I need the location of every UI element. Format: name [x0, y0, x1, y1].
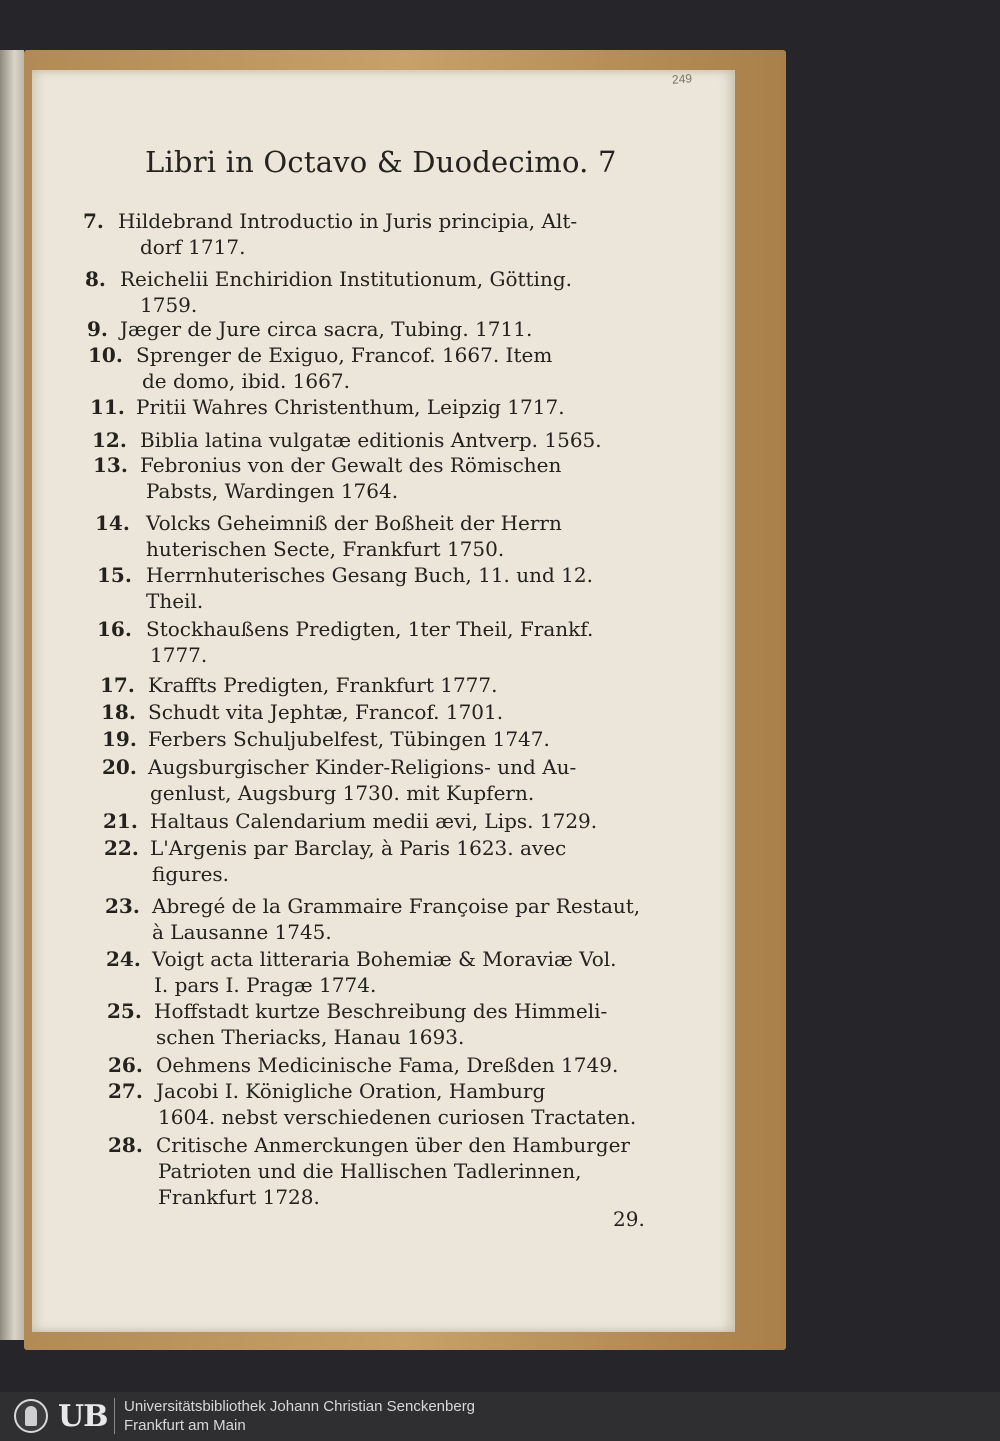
entry-text: Pritii Wahres Christenthum, Leipzig 1717.: [136, 395, 565, 419]
entry-text: Hildebrand Introductio in Juris principia, Alt-: [118, 209, 578, 233]
entry-number: 22.: [104, 836, 139, 860]
library-location: Frankfurt am Main: [124, 1417, 246, 1434]
entry-text-continued: Patrioten und die Hallischen Tadlerinnen,: [158, 1159, 582, 1183]
entry-text: Oehmens Medicinische Fama, Dreßden 1749.: [156, 1053, 619, 1077]
library-logo[interactable]: [14, 1396, 120, 1436]
entry-number: 7.: [83, 209, 104, 233]
entry-text-continued: dorf 1717.: [140, 235, 246, 259]
entry-text: Febronius von der Gewalt des Römischen: [140, 453, 562, 477]
entry-text-continued: 1604. nebst verschiedenen curiosen Tractaten.: [158, 1105, 637, 1129]
entry-text-continued: 1777.: [150, 643, 208, 667]
entry-text-continued: à Lausanne 1745.: [152, 920, 332, 944]
entry-text-continued: Pabsts, Wardingen 1764.: [146, 479, 399, 503]
entry-text: Ferbers Schuljubelfest, Tübingen 1747.: [148, 727, 550, 751]
entry-text: Abregé de la Grammaire Françoise par Restaut,: [152, 894, 641, 918]
entry-number: 28.: [108, 1133, 143, 1157]
entry-text-continued: huterischen Secte, Frankfurt 1750.: [146, 537, 505, 561]
entry-text: Herrnhuterisches Gesang Buch, 11. und 12.: [146, 563, 593, 587]
entry-text-continued: 1759.: [140, 293, 198, 317]
handwritten-folio-note: 249: [671, 71, 693, 87]
entry-number: 16.: [97, 617, 132, 641]
page-number: 7: [598, 145, 617, 179]
entry-text: L'Argenis par Barclay, à Paris 1623. avec: [150, 836, 567, 860]
entry-text-continued: de domo, ibid. 1667.: [142, 369, 350, 393]
entry-number: 27.: [108, 1079, 143, 1103]
entry-number: 8.: [85, 267, 106, 291]
entry-text: Critische Anmerckungen über den Hamburger: [156, 1133, 630, 1157]
running-title: Libri in Octavo & Duodecimo.: [145, 145, 589, 179]
logo-letters: UB: [58, 1398, 108, 1434]
entry-number: 11.: [90, 395, 125, 419]
entry-number: 25.: [107, 999, 142, 1023]
entry-text: Volcks Geheimniß der Boßheit der Herrn: [146, 511, 562, 535]
entry-text: Stockhaußens Predigten, 1ter Theil, Frankf.: [146, 617, 594, 641]
entry-number: 17.: [100, 673, 135, 697]
entry-number: 12.: [92, 428, 127, 452]
entry-text: Biblia latina vulgatæ editionis Antverp. 1565.: [140, 428, 602, 452]
entry-text: Augsburgischer Kinder-Religions- und Au-: [148, 755, 577, 779]
entry-text-continued: figures.: [152, 862, 230, 886]
entry-number: 21.: [103, 809, 138, 833]
entry-text: Sprenger de Exiguo, Francof. 1667. Item: [136, 343, 553, 367]
entry-number: 18.: [101, 700, 136, 724]
entry-text: Kraffts Predigten, Frankfurt 1777.: [148, 673, 498, 697]
entry-text-continued: Theil.: [146, 589, 204, 613]
seal-icon: [14, 1399, 48, 1433]
entry-number: 23.: [105, 894, 140, 918]
entry-number: 20.: [102, 755, 137, 779]
entry-text-continued: schen Theriacks, Hanau 1693.: [156, 1025, 465, 1049]
catchword: 29.: [613, 1207, 645, 1231]
library-name: Universitätsbibliothek Johann Christian Senckenberg: [124, 1398, 476, 1415]
catalog-entry-list: [0, 208, 800, 1208]
entry-number: 10.: [88, 343, 123, 367]
entry-text: Haltaus Calendarium medii ævi, Lips. 1729.: [150, 809, 598, 833]
entry-number: 26.: [108, 1053, 143, 1077]
entry-number: 9.: [87, 317, 108, 341]
entry-text: Jacobi I. Königliche Oration, Hamburg: [156, 1079, 546, 1103]
entry-number: 24.: [106, 947, 141, 971]
entry-number: 15.: [97, 563, 132, 587]
entry-text: Jæger de Jure circa sacra, Tubing. 1711.: [120, 317, 533, 341]
entry-text-continued: genlust, Augsburg 1730. mit Kupfern.: [150, 781, 535, 805]
entry-text: Reichelii Enchiridion Institutionum, Götting.: [120, 267, 572, 291]
entry-text-continued: I. pars I. Pragæ 1774.: [154, 973, 377, 997]
running-head: [0, 145, 800, 185]
entry-number: 19.: [102, 727, 137, 751]
library-footer-bar: [0, 1392, 1000, 1441]
entry-text: Hoffstadt kurtze Beschreibung des Himmeli-: [154, 999, 608, 1023]
entry-text: Schudt vita Jephtæ, Francof. 1701.: [148, 700, 504, 724]
footer-divider: [114, 1398, 115, 1434]
entry-number: 14.: [95, 511, 130, 535]
entry-text-continued: Frankfurt 1728.: [158, 1185, 320, 1209]
entry-number: 13.: [93, 453, 128, 477]
entry-text: Voigt acta litteraria Bohemiæ & Moraviæ Vol.: [152, 947, 617, 971]
